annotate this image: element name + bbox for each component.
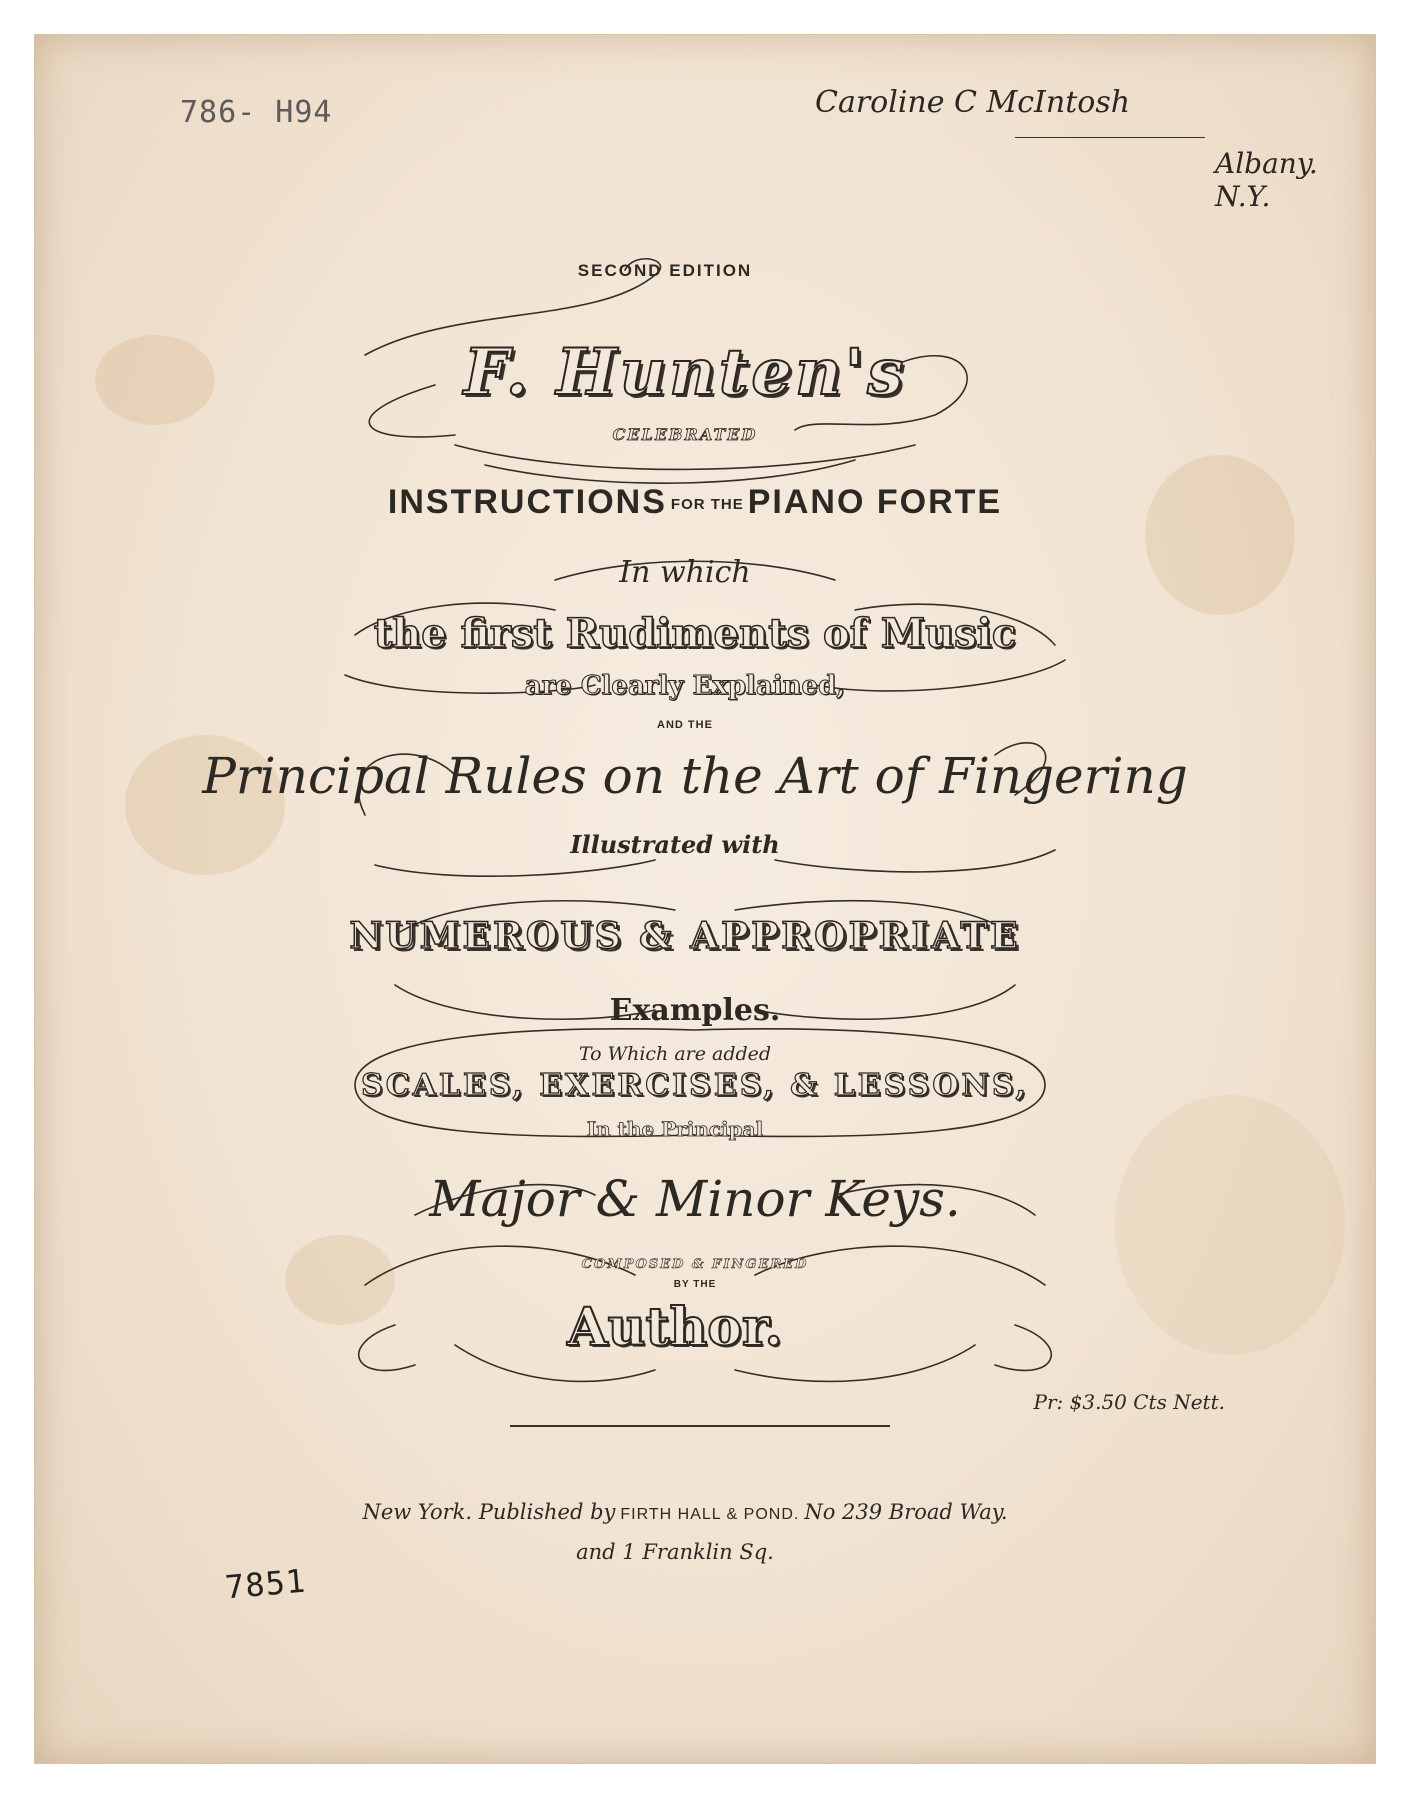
main-title	[34, 483, 1365, 522]
main-title-instrument: PIANO FORTE	[747, 483, 1003, 521]
accession-number: 7851	[223, 1561, 308, 1607]
price-rule	[510, 1425, 890, 1427]
in-the-principal-line: In the Principal	[586, 1117, 764, 1141]
by-the-label: BY THE	[673, 1279, 717, 1290]
title-page	[34, 34, 1376, 1764]
price-label: Pr: $3.50 Cts Nett.	[1033, 1390, 1225, 1414]
imprint-line-2: and 1 Franklin Sq.	[576, 1540, 774, 1564]
and-the-label: AND THE	[657, 719, 713, 731]
to-which-line: To Which are added	[578, 1043, 772, 1065]
author-line: Author.	[567, 1297, 783, 1358]
scales-line: SCALES, EXERCISES, & LESSONS,	[361, 1068, 1029, 1103]
in-which-line: In which	[619, 555, 751, 590]
owner-signature: Caroline C McIntosh	[815, 85, 1131, 120]
edition-label: SECOND EDITION	[577, 261, 753, 280]
main-title-word: INSTRUCTIONS	[387, 483, 667, 521]
imprint-publisher: FIRTH HALL & POND.	[620, 1506, 800, 1523]
main-title-connector: FOR THE	[670, 496, 744, 513]
keys-line: Major & Minor Keys.	[429, 1170, 961, 1228]
composer-name: F. Hunten's	[463, 335, 907, 410]
examples-line: Examples.	[609, 993, 781, 1028]
owner-place: Albany. N.Y.	[1215, 147, 1318, 213]
numerous-line: NUMEROUS & APPROPRIATE	[349, 915, 1021, 957]
illustrated-line: Illustrated with	[570, 830, 780, 859]
composed-label: COMPOSED & FINGERED	[581, 1257, 809, 1272]
rudiments-line: the first Rudiments of Music	[373, 610, 1017, 657]
celebrated-label: CELEBRATED	[612, 425, 758, 444]
fingering-line: Principal Rules on the Art of Fingering	[202, 747, 1188, 805]
imprint-address: No 239 Broad Way.	[804, 1500, 1008, 1524]
imprint-city: New York. Published by	[362, 1500, 616, 1524]
call-number: 786- H94	[180, 95, 333, 130]
imprint-line-1	[34, 1500, 1355, 1524]
explained-line: are Clearly Explained,	[524, 671, 846, 701]
